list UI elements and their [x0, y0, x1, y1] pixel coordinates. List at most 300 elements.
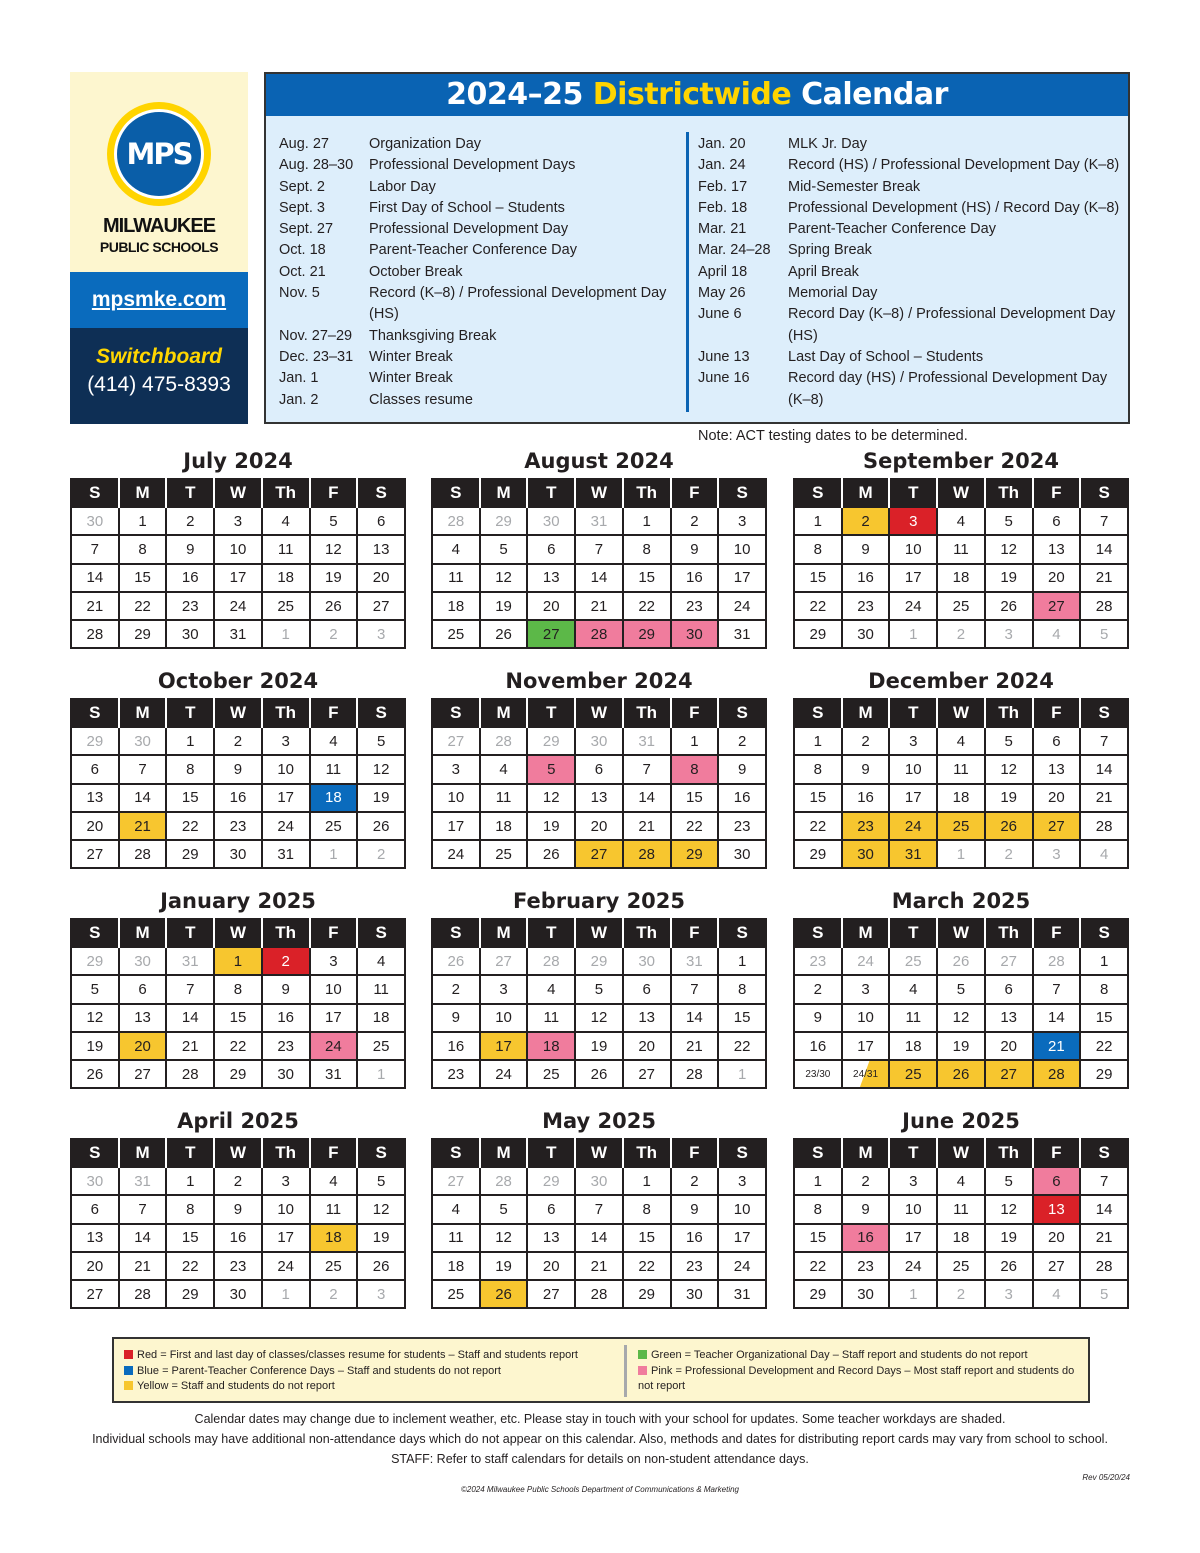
day-cell: 31: [214, 620, 262, 648]
weekday-header: Th: [262, 1139, 310, 1167]
day-cell: 27: [119, 1060, 167, 1088]
key-date-date: Aug. 28–30: [279, 157, 354, 174]
day-cell: 2: [166, 507, 214, 535]
weekday-header: W: [214, 919, 262, 947]
day-cell: 6: [985, 975, 1033, 1003]
day-cell: 16: [794, 1032, 842, 1060]
day-cell: 19: [575, 1032, 623, 1060]
day-cell: 7: [623, 755, 671, 783]
day-cell: 10: [842, 1004, 890, 1032]
week-row: [71, 1280, 405, 1308]
day-cell-adjacent-month: 28: [432, 507, 480, 535]
day-cell: 22: [623, 592, 671, 620]
day-cell: 15: [794, 564, 842, 592]
day-cell: 15: [119, 564, 167, 592]
day-cell: 6: [357, 507, 405, 535]
week-row: [71, 947, 405, 975]
day-cell: 5: [71, 975, 119, 1003]
day-cell: 25: [937, 592, 985, 620]
month-title: August 2024: [524, 449, 674, 473]
day-cell: 17: [889, 1224, 937, 1252]
day-cell: 16: [432, 1032, 480, 1060]
week-row: [432, 975, 766, 1003]
key-date-date: Mar. 24–28: [698, 242, 771, 259]
day-cell: 14: [575, 1224, 623, 1252]
day-cell-adjacent-month: 28: [480, 727, 528, 755]
week-row: [794, 1224, 1128, 1252]
day-cell: 3: [842, 975, 890, 1003]
day-cell: 7: [166, 975, 214, 1003]
weekday-header: S: [71, 699, 119, 727]
day-cell: 11: [480, 784, 528, 812]
day-cell: 27: [71, 840, 119, 868]
weekday-header: Th: [623, 1139, 671, 1167]
day-cell: 27: [1033, 1252, 1081, 1280]
day-cell: 11: [527, 1004, 575, 1032]
day-cell: 23: [842, 1252, 890, 1280]
day-cell-adjacent-month: 28: [1033, 947, 1081, 975]
day-cell: 6: [71, 1195, 119, 1223]
day-cell: 14: [1080, 535, 1128, 563]
day-cell: 15: [794, 784, 842, 812]
month-grid: [793, 478, 1129, 649]
day-cell: 27: [527, 1280, 575, 1308]
day-cell: 18: [357, 1004, 405, 1032]
day-cell: 25: [937, 1252, 985, 1280]
day-cell: 3: [262, 1167, 310, 1195]
month-grid: [70, 698, 406, 869]
day-cell: 23/30: [794, 1060, 842, 1088]
day-cell: 27: [1033, 592, 1081, 620]
legend-green: [638, 1348, 1078, 1364]
day-cell: 13: [71, 784, 119, 812]
day-cell: 25: [310, 812, 358, 840]
day-cell: 6: [623, 975, 671, 1003]
key-date-description: Organization Day: [369, 136, 482, 152]
day-cell-adjacent-month: 3: [985, 1280, 1033, 1308]
day-cell: 14: [1080, 1195, 1128, 1223]
day-cell: 1: [214, 947, 262, 975]
weekday-header: M: [842, 699, 890, 727]
weekday-header: S: [718, 1139, 766, 1167]
day-cell: 23: [718, 812, 766, 840]
day-cell: 12: [985, 535, 1033, 563]
week-row: [432, 1280, 766, 1308]
day-cell-adjacent-month: 1: [889, 620, 937, 648]
day-cell-adjacent-month: 1: [262, 1280, 310, 1308]
weekday-header: M: [480, 479, 528, 507]
key-date-row: [279, 240, 684, 261]
day-cell: 2: [671, 507, 719, 535]
day-cell: 19: [527, 812, 575, 840]
day-cell: 24: [889, 592, 937, 620]
day-cell: 26: [310, 592, 358, 620]
footer-note-3: STAFF: Refer to staff calendars for details on non-student attendance days.: [391, 1452, 809, 1466]
weekday-header: T: [889, 919, 937, 947]
day-cell: 20: [1033, 564, 1081, 592]
day-cell: 4: [357, 947, 405, 975]
key-date-row: [279, 155, 684, 176]
key-date-description: Professional Development (HS) / Record Day (K–8): [788, 199, 1120, 216]
day-cell: 19: [357, 784, 405, 812]
day-cell: 16: [842, 784, 890, 812]
day-cell: 9: [432, 1004, 480, 1032]
day-cell: 30: [166, 620, 214, 648]
key-date-row: [698, 198, 1128, 219]
day-cell-adjacent-month: 29: [480, 507, 528, 535]
day-cell-adjacent-month: 26: [937, 947, 985, 975]
day-cell: 2: [842, 727, 890, 755]
weekday-header: Th: [262, 479, 310, 507]
day-cell-adjacent-month: 1: [937, 840, 985, 868]
day-cell: 17: [310, 1004, 358, 1032]
day-cell: 29: [794, 840, 842, 868]
weekday-header: T: [166, 479, 214, 507]
day-cell: 22: [794, 812, 842, 840]
day-cell: 6: [119, 975, 167, 1003]
month-title: November 2024: [505, 669, 693, 693]
day-cell: 24: [889, 1252, 937, 1280]
weekday-header: W: [214, 479, 262, 507]
weekday-header: Th: [985, 1139, 1033, 1167]
day-cell: 4: [310, 1167, 358, 1195]
day-cell: 13: [575, 784, 623, 812]
weekday-header: F: [310, 479, 358, 507]
day-cell: 14: [623, 784, 671, 812]
day-cell: 17: [432, 812, 480, 840]
day-cell: 10: [432, 784, 480, 812]
week-row: [794, 564, 1128, 592]
day-cell-adjacent-month: 3: [1033, 840, 1081, 868]
month-title: October 2024: [157, 669, 319, 693]
day-cell: 8: [794, 535, 842, 563]
key-date-row: [698, 240, 1128, 261]
weekday-header: S: [71, 919, 119, 947]
month-calendar: [793, 666, 1129, 869]
day-cell: 18: [527, 1032, 575, 1060]
day-cell-adjacent-month: 2: [937, 620, 985, 648]
weekday-header: M: [119, 1139, 167, 1167]
day-cell: 29: [794, 1280, 842, 1308]
day-cell: 21: [71, 592, 119, 620]
key-date-row: [279, 368, 684, 389]
weekday-header: S: [432, 479, 480, 507]
month-calendar: [70, 1106, 406, 1309]
day-cell: 4: [480, 755, 528, 783]
day-cell: 10: [262, 755, 310, 783]
month-title: January 2025: [160, 889, 316, 913]
day-cell-adjacent-month: 3: [357, 620, 405, 648]
day-cell-adjacent-month: 27: [432, 1167, 480, 1195]
key-date-description: Parent-Teacher Conference Day: [788, 221, 996, 238]
day-cell: 7: [575, 1195, 623, 1223]
day-cell: 21: [1080, 1224, 1128, 1252]
key-date-row: [279, 177, 684, 198]
day-cell: 1: [623, 507, 671, 535]
week-row: [432, 1224, 766, 1252]
day-cell: 13: [119, 1004, 167, 1032]
day-cell: 15: [166, 1224, 214, 1252]
day-cell-adjacent-month: 23: [794, 947, 842, 975]
week-row: [794, 727, 1128, 755]
day-cell: 13: [357, 535, 405, 563]
day-cell: 7: [1033, 975, 1081, 1003]
day-cell: 13: [1033, 1195, 1081, 1223]
day-cell-adjacent-month: 5: [1080, 620, 1128, 648]
weekday-header: S: [718, 699, 766, 727]
color-legend: [112, 1337, 1090, 1403]
key-date-date: June 16: [698, 370, 750, 387]
key-date-date: Nov. 27–29: [279, 327, 353, 344]
mps-logo-icon: [107, 102, 211, 206]
day-cell: 14: [1080, 755, 1128, 783]
day-cell: 8: [623, 1195, 671, 1223]
day-cell: 29: [166, 1280, 214, 1308]
month-calendar: [70, 666, 406, 869]
day-cell: 5: [527, 755, 575, 783]
day-cell: 7: [1080, 727, 1128, 755]
week-row: [432, 1252, 766, 1280]
day-cell: 29: [214, 1060, 262, 1088]
weekday-header: S: [794, 1139, 842, 1167]
day-cell: 19: [985, 1224, 1033, 1252]
day-cell: 1: [119, 507, 167, 535]
day-cell-adjacent-month: 30: [119, 947, 167, 975]
week-row: [432, 535, 766, 563]
week-row: [432, 1032, 766, 1060]
day-cell: 12: [527, 784, 575, 812]
day-cell: 11: [310, 755, 358, 783]
day-cell: 17: [889, 784, 937, 812]
key-date-description: Last Day of School – Students: [788, 348, 984, 365]
day-cell-adjacent-month: 28: [480, 1167, 528, 1195]
weekday-header: S: [794, 699, 842, 727]
week-row: [71, 507, 405, 535]
day-cell: 20: [71, 812, 119, 840]
day-cell: 12: [985, 755, 1033, 783]
day-cell: 10: [718, 1195, 766, 1223]
day-cell: 2: [262, 947, 310, 975]
day-cell: 14: [1033, 1004, 1081, 1032]
day-cell: 10: [889, 755, 937, 783]
day-cell: 17: [718, 1224, 766, 1252]
key-date-date: Aug. 27: [279, 136, 329, 152]
website-link[interactable]: mpsmke.com: [91, 288, 227, 311]
day-cell: 28: [1033, 1060, 1081, 1088]
weekday-header: S: [794, 479, 842, 507]
day-cell: 2: [432, 975, 480, 1003]
day-cell: 5: [575, 975, 623, 1003]
week-row: [71, 840, 405, 868]
week-row: [794, 535, 1128, 563]
day-cell: 27: [1033, 812, 1081, 840]
weekday-header: T: [166, 1139, 214, 1167]
switchboard-box: [70, 328, 248, 424]
week-row: [71, 592, 405, 620]
day-cell: 21: [671, 1032, 719, 1060]
day-cell: 3: [718, 1167, 766, 1195]
day-cell: 19: [480, 592, 528, 620]
day-cell: 14: [71, 564, 119, 592]
day-cell: 4: [432, 535, 480, 563]
day-cell: 30: [718, 840, 766, 868]
month-grid: [70, 478, 406, 649]
day-cell: 9: [214, 1195, 262, 1223]
day-cell: 24: [310, 1032, 358, 1060]
day-cell: 13: [527, 1224, 575, 1252]
day-cell: 20: [1033, 1224, 1081, 1252]
day-cell: 23: [671, 1252, 719, 1280]
day-cell: 9: [794, 1004, 842, 1032]
day-cell: 18: [937, 784, 985, 812]
day-cell: 30: [842, 1280, 890, 1308]
day-cell: 8: [671, 755, 719, 783]
legend-red: [124, 1348, 614, 1364]
key-date-description: Winter Break: [369, 348, 453, 365]
day-cell: 31: [889, 840, 937, 868]
weekday-header: S: [432, 699, 480, 727]
day-cell-adjacent-month: 1: [310, 840, 358, 868]
day-cell: 2: [794, 975, 842, 1003]
day-cell: 14: [119, 784, 167, 812]
key-date-description: Record (K–8) / Professional Development Day (HS): [369, 285, 667, 323]
day-cell: 17: [889, 564, 937, 592]
yellow-swatch-icon: [124, 1381, 133, 1390]
day-cell: 23: [842, 812, 890, 840]
day-cell: 13: [623, 1004, 671, 1032]
day-cell: 8: [718, 975, 766, 1003]
day-cell-adjacent-month: 24: [842, 947, 890, 975]
day-cell: 6: [1033, 507, 1081, 535]
weekday-header: M: [842, 919, 890, 947]
legend-pink: [638, 1364, 1078, 1395]
day-cell: 19: [480, 1252, 528, 1280]
month-title: February 2025: [512, 889, 686, 913]
day-cell-adjacent-month: 30: [119, 727, 167, 755]
key-date-date: Feb. 17: [698, 178, 748, 195]
day-cell: 4: [937, 727, 985, 755]
day-cell: 18: [432, 1252, 480, 1280]
weekday-header: T: [527, 919, 575, 947]
key-date-date: Jan. 2: [279, 391, 319, 408]
day-cell: 4: [527, 975, 575, 1003]
day-cell: 14: [671, 1004, 719, 1032]
week-row: [794, 947, 1128, 975]
day-cell: 2: [214, 1167, 262, 1195]
weekday-header: M: [119, 919, 167, 947]
day-cell: 25: [432, 1280, 480, 1308]
key-date-row: [698, 262, 1128, 283]
day-cell: 28: [671, 1060, 719, 1088]
day-cell: 3: [889, 727, 937, 755]
day-cell: 14: [166, 1004, 214, 1032]
day-cell: 26: [937, 1060, 985, 1088]
day-cell: 7: [119, 755, 167, 783]
day-cell: 7: [1080, 1167, 1128, 1195]
day-cell: 12: [480, 564, 528, 592]
day-cell-adjacent-month: 2: [310, 620, 358, 648]
month-grid: [70, 918, 406, 1089]
day-cell: 24: [432, 840, 480, 868]
weekday-header: S: [432, 1139, 480, 1167]
month-calendar: [70, 446, 406, 649]
day-cell: 29: [794, 620, 842, 648]
day-cell: 9: [262, 975, 310, 1003]
weekday-header: T: [166, 699, 214, 727]
day-cell: 25: [889, 1060, 937, 1088]
key-date-description: Mid-Semester Break: [788, 178, 921, 195]
day-cell: 22: [214, 1032, 262, 1060]
day-cell: 12: [357, 1195, 405, 1223]
week-row: [71, 755, 405, 783]
day-cell: 15: [214, 1004, 262, 1032]
weekday-header: S: [357, 479, 405, 507]
day-cell-adjacent-month: 29: [71, 947, 119, 975]
day-cell: 28: [575, 1280, 623, 1308]
day-cell: 10: [889, 1195, 937, 1223]
week-row: [71, 1252, 405, 1280]
day-cell: 13: [985, 1004, 1033, 1032]
weekday-header: S: [357, 699, 405, 727]
weekday-header: S: [1080, 699, 1128, 727]
day-cell: 5: [985, 507, 1033, 535]
weekday-header: S: [71, 1139, 119, 1167]
day-cell: 30: [214, 840, 262, 868]
day-cell: 4: [889, 975, 937, 1003]
week-row: [71, 727, 405, 755]
week-row: [432, 1167, 766, 1195]
day-cell: 8: [166, 1195, 214, 1223]
weekday-header: Th: [985, 479, 1033, 507]
day-cell: 12: [575, 1004, 623, 1032]
weekday-header: F: [1033, 699, 1081, 727]
day-cell: 22: [166, 812, 214, 840]
key-date-date: Sept. 3: [279, 199, 325, 216]
day-cell-adjacent-month: 4: [1080, 840, 1128, 868]
day-cell-adjacent-month: 28: [527, 947, 575, 975]
week-row: [432, 727, 766, 755]
day-cell: 27: [357, 592, 405, 620]
key-date-row: [279, 198, 684, 219]
day-cell: 15: [794, 1224, 842, 1252]
page-title: [266, 74, 1128, 116]
day-cell-adjacent-month: 4: [1033, 620, 1081, 648]
day-cell: 2: [214, 727, 262, 755]
key-date-description: Parent-Teacher Conference Day: [369, 242, 577, 259]
day-cell-adjacent-month: 31: [671, 947, 719, 975]
month-title: July 2024: [183, 449, 293, 473]
day-cell: 17: [480, 1032, 528, 1060]
day-cell: 3: [310, 947, 358, 975]
day-cell: 23: [262, 1032, 310, 1060]
day-cell: 3: [889, 1167, 937, 1195]
week-row: [71, 1060, 405, 1088]
week-row: [794, 620, 1128, 648]
month-calendar: [431, 886, 767, 1089]
day-cell: 3: [432, 755, 480, 783]
day-cell: 16: [671, 1224, 719, 1252]
key-date-date: Oct. 21: [279, 263, 326, 280]
day-cell: 15: [623, 1224, 671, 1252]
day-cell: 15: [623, 564, 671, 592]
key-date-date: Jan. 24: [698, 157, 746, 174]
key-date-description: Classes resume: [369, 391, 473, 408]
key-dates-right: [698, 134, 1128, 447]
key-date-date: May 26: [698, 285, 746, 302]
key-date-row: [279, 219, 684, 240]
day-cell: 16: [214, 1224, 262, 1252]
weekday-header: S: [1080, 479, 1128, 507]
